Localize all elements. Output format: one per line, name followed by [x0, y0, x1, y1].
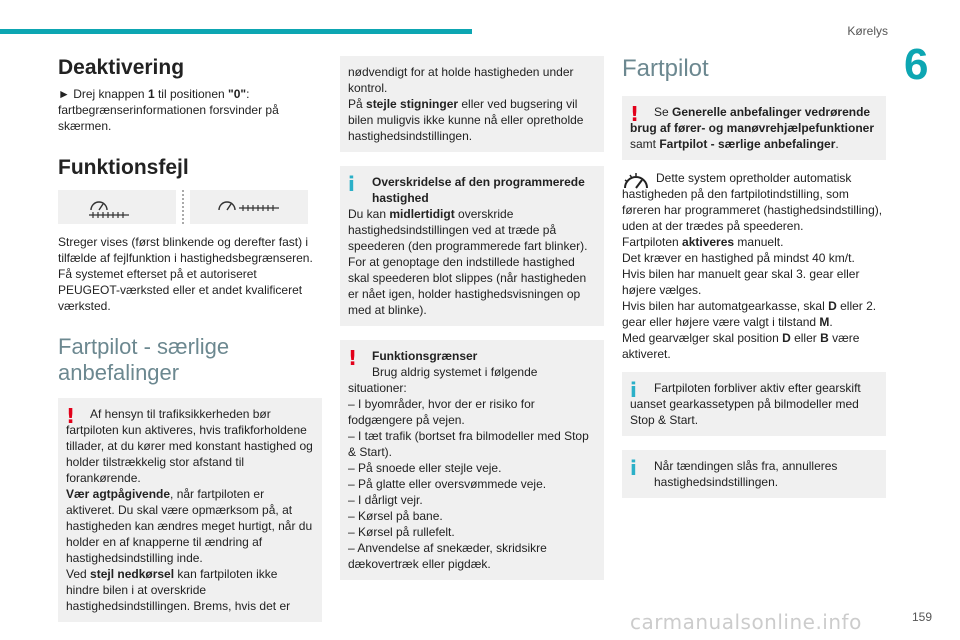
limits-item: – På glatte eller oversvømmede veje. [348, 477, 547, 491]
limits-item: – I tæt trafik (bortset fra bilmodeller med Stop & Start). [348, 429, 589, 459]
column-3 [622, 56, 886, 498]
speed-limiter-dashes-icon [58, 190, 176, 224]
warning-box-general [622, 96, 886, 160]
steep-climb-text: På stejle stigninger eller ved bugsering vil bilen muligvis ikke kunne nå eller opretholde hastighedsindstillingen. [348, 97, 584, 143]
limits-item: – Kørsel på bane. [348, 509, 443, 523]
cruise-intro [622, 170, 886, 234]
descent-text: Ved stejl nedkørsel kan fartpiloten ikke hindre bilen i at overskride hastighedsindstillingen. Brems, hvis det er [66, 567, 291, 613]
deactivation-heading: Deaktivering [58, 56, 185, 79]
activation-text: Fartpiloten aktiveres manuelt. [622, 235, 784, 249]
deactivation-text: ► Drej knappen 1 til positionen "0": fartbegrænserinformationen forsvinder på skærmen. [58, 87, 279, 133]
manual-gear-text: Hvis bilen har manuelt gear skal 3. gear eller højere vælges. [622, 267, 860, 297]
limits-item: – Anvendelse af snekæder, skridsikre dækovertræk eller pigdæk. [348, 541, 547, 571]
continued-box [340, 56, 604, 152]
warning-box-safety [58, 398, 322, 622]
arrow-marker: ► [58, 87, 70, 101]
info-box-gearshift [622, 372, 886, 436]
section-header: Kørelys [847, 24, 888, 38]
info-icon: i [348, 172, 355, 196]
malfunction-text: Streger vises (først blinkende og derefter fast) i tilfælde af fejlfunktion i hastighedsbegrænseren. Få systemet efterset på et autoriseret PEUGEOT-værksted eller et andet kvalificeret værksted. [58, 235, 313, 313]
warning-box-limits [340, 340, 604, 580]
icon-separator [182, 190, 184, 224]
overspeed-text: Du kan midlertidigt overskride hastighedsindstillingen ved at træde på speederen (den programmerede fart blinker). For at genoptage den indstillede hastighed skal speederen blot slippes (når hastigheden er nået igen, holder hastighedsvisningen op med at blinke). [348, 207, 588, 317]
ignition-text: Når tændingen slås fra, annulleres hastighedsindstillingen. [654, 459, 838, 489]
limits-item: – På snoede eller stejle veje. [348, 461, 502, 475]
column-2 [340, 56, 604, 580]
limits-title: Funktionsgrænser [372, 349, 478, 363]
watermark: carmanualsonline.info [630, 610, 862, 634]
general-ref-text: Se Generelle anbefalinger vedrørende brug af fører- og manøvrehjælpefunktioner samt Fartpilot - særlige anbefalinger. [630, 105, 875, 151]
selector-text: Med gearvælger skal position D eller B være aktiveret. [622, 331, 860, 361]
safety-text: Af hensyn til trafiksikkerheden bør fartpiloten kun aktiveres, hvis trafikforholdene tillader, at du kører med konstant hastighed og holder tilstrækkelig stor afstand til forankørende. [66, 407, 313, 485]
limits-item: – I byområder, hvor der er risiko for fodgængere på vejen. [348, 397, 535, 427]
chapter-number: 6 [904, 40, 929, 89]
cruise-control-icon [622, 170, 650, 198]
malfunction-icons [58, 190, 322, 224]
continued-text: nødvendigt for at holde hastigheden under kontrol. [348, 65, 574, 95]
warning-icon: ! [348, 346, 358, 370]
malfunction-heading: Funktionsfejl [58, 156, 189, 179]
overspeed-title: Overskridelse af den programmerede hastighed [372, 175, 585, 205]
cruise-heading: Fartpilot [622, 55, 709, 82]
warning-icon: ! [66, 404, 76, 428]
gearshift-text: Fartpiloten forbliver aktiv efter gearskift uanset gearkassetypen på bilmodeller med Stop & Start. [630, 381, 861, 427]
recommendations-heading: Fartpilot - særlige anbefalinger [58, 334, 230, 385]
limits-item: – I dårligt vejr. [348, 493, 423, 507]
limits-item: – Kørsel på rullefelt. [348, 525, 455, 539]
min-speed-text: Det kræver en hastighed på mindst 40 km/t. [622, 251, 855, 265]
info-box-overspeed [340, 166, 604, 326]
page-number: 159 [911, 610, 932, 624]
info-box-ignition [622, 450, 886, 498]
auto-gear-text: Hvis bilen har automatgearkasse, skal D eller 2. gear eller højere være valgt i tilstand M. [622, 299, 877, 329]
info-icon: i [630, 378, 637, 402]
attentive-text: Vær agtpågivende, når fartpiloten er aktiveret. Du skal være opmærksom på, at hastigheden kan ændres meget hurtigt, når du holder en af knapperne til ændring af hastighedsindstilling inde. [66, 487, 313, 565]
warning-icon: ! [630, 102, 640, 126]
cruise-dashes-icon [190, 190, 308, 224]
info-icon: i [630, 456, 637, 480]
top-accent-bar [0, 29, 472, 34]
column-1 [58, 56, 322, 622]
cruise-intro-text: Dette system opretholder automatisk hastigheden på den fartpilotindstilling, som føreren har programmeret (hastighedsindstilling), uden at der trædes på speederen. [622, 171, 883, 233]
limits-intro: Brug aldrig systemet i følgende situationer: [348, 365, 538, 395]
